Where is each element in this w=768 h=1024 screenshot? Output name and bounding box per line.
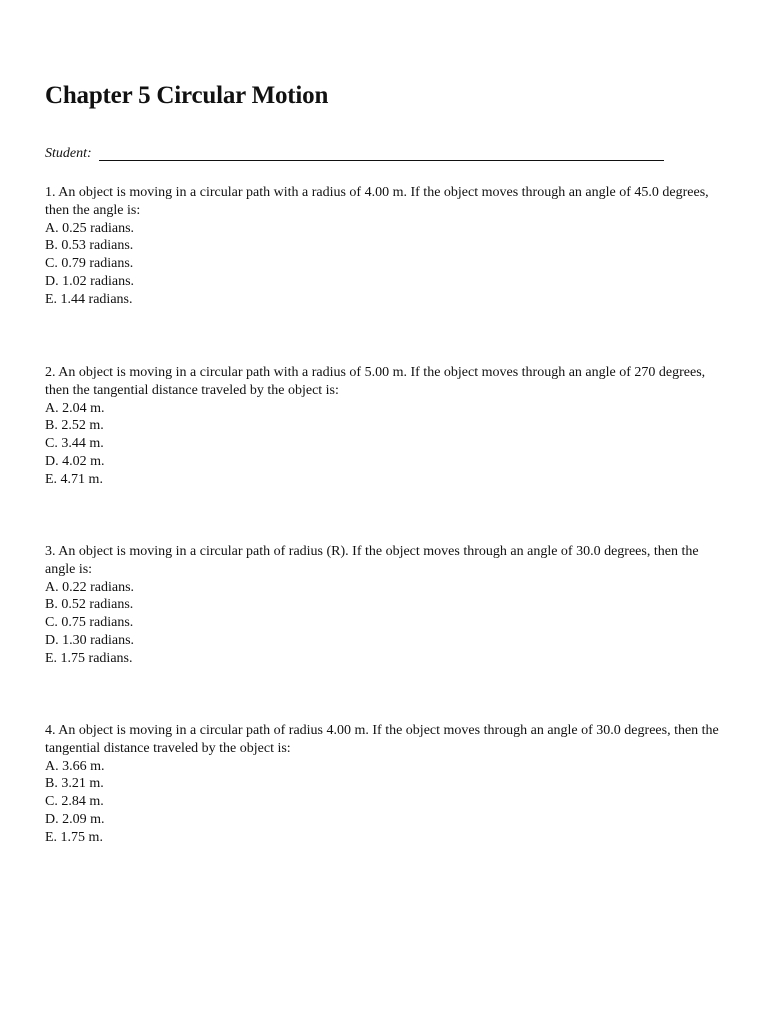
- page-title: Chapter 5 Circular Motion: [45, 82, 329, 109]
- answer-option-d: D. 2.09 m.: [45, 811, 105, 827]
- student-field: [45, 145, 665, 163]
- answer-option-c: C. 0.79 radians.: [45, 256, 134, 272]
- answer-option-d: D. 1.30 radians.: [45, 632, 135, 648]
- answer-options: [45, 758, 725, 847]
- answer-option-b: B. 0.53 radians.: [45, 238, 134, 254]
- answer-option-b: B. 2.52 m.: [45, 418, 104, 434]
- answer-option-b: B. 0.52 radians.: [45, 597, 134, 613]
- document-page: [45, 0, 725, 1024]
- answer-options: [45, 220, 725, 309]
- answer-option-d: D. 4.02 m.: [45, 453, 105, 469]
- answer-option-c: C. 3.44 m.: [45, 436, 104, 452]
- answer-option-a: A. 2.04 m.: [45, 400, 105, 416]
- answer-option-e: E. 1.44 radians.: [45, 291, 133, 307]
- answer-option-e: E. 4.71 m.: [45, 471, 103, 487]
- answer-options: [45, 579, 725, 668]
- answer-option-e: E. 1.75 radians.: [45, 650, 133, 666]
- question-1: [45, 184, 725, 309]
- answer-option-c: C. 0.75 radians.: [45, 615, 134, 631]
- answer-option-e: E. 1.75 m.: [45, 829, 103, 845]
- question-text: 3. An object is moving in a circular path of radius (R). If the object moves through an angle of 30.0 degrees, then the angle is:: [45, 544, 699, 577]
- answer-option-b: B. 3.21 m.: [45, 776, 104, 792]
- answer-option-a: A. 0.25 radians.: [45, 220, 135, 236]
- student-label: Student:: [45, 146, 92, 161]
- answer-option-a: A. 3.66 m.: [45, 758, 105, 774]
- question-text: 1. An object is moving in a circular path with a radius of 4.00 m. If the object moves through an angle of 45.0 degrees, then the angle is:: [45, 185, 709, 218]
- student-name-line: [99, 160, 664, 161]
- answer-options: [45, 400, 725, 489]
- answer-option-d: D. 1.02 radians.: [45, 273, 135, 289]
- question-4: [45, 722, 725, 847]
- question-2: [45, 364, 725, 489]
- answer-option-a: A. 0.22 radians.: [45, 579, 135, 595]
- question-text: 2. An object is moving in a circular path with a radius of 5.00 m. If the object moves through an angle of 270 degrees, then the tangential distance traveled by the object is:: [45, 365, 706, 398]
- answer-option-c: C. 2.84 m.: [45, 794, 104, 810]
- question-3: [45, 543, 725, 668]
- question-text: 4. An object is moving in a circular path of radius 4.00 m. If the object moves through an angle of 30.0 degrees, then the tangential distance traveled by the object is:: [45, 723, 719, 756]
